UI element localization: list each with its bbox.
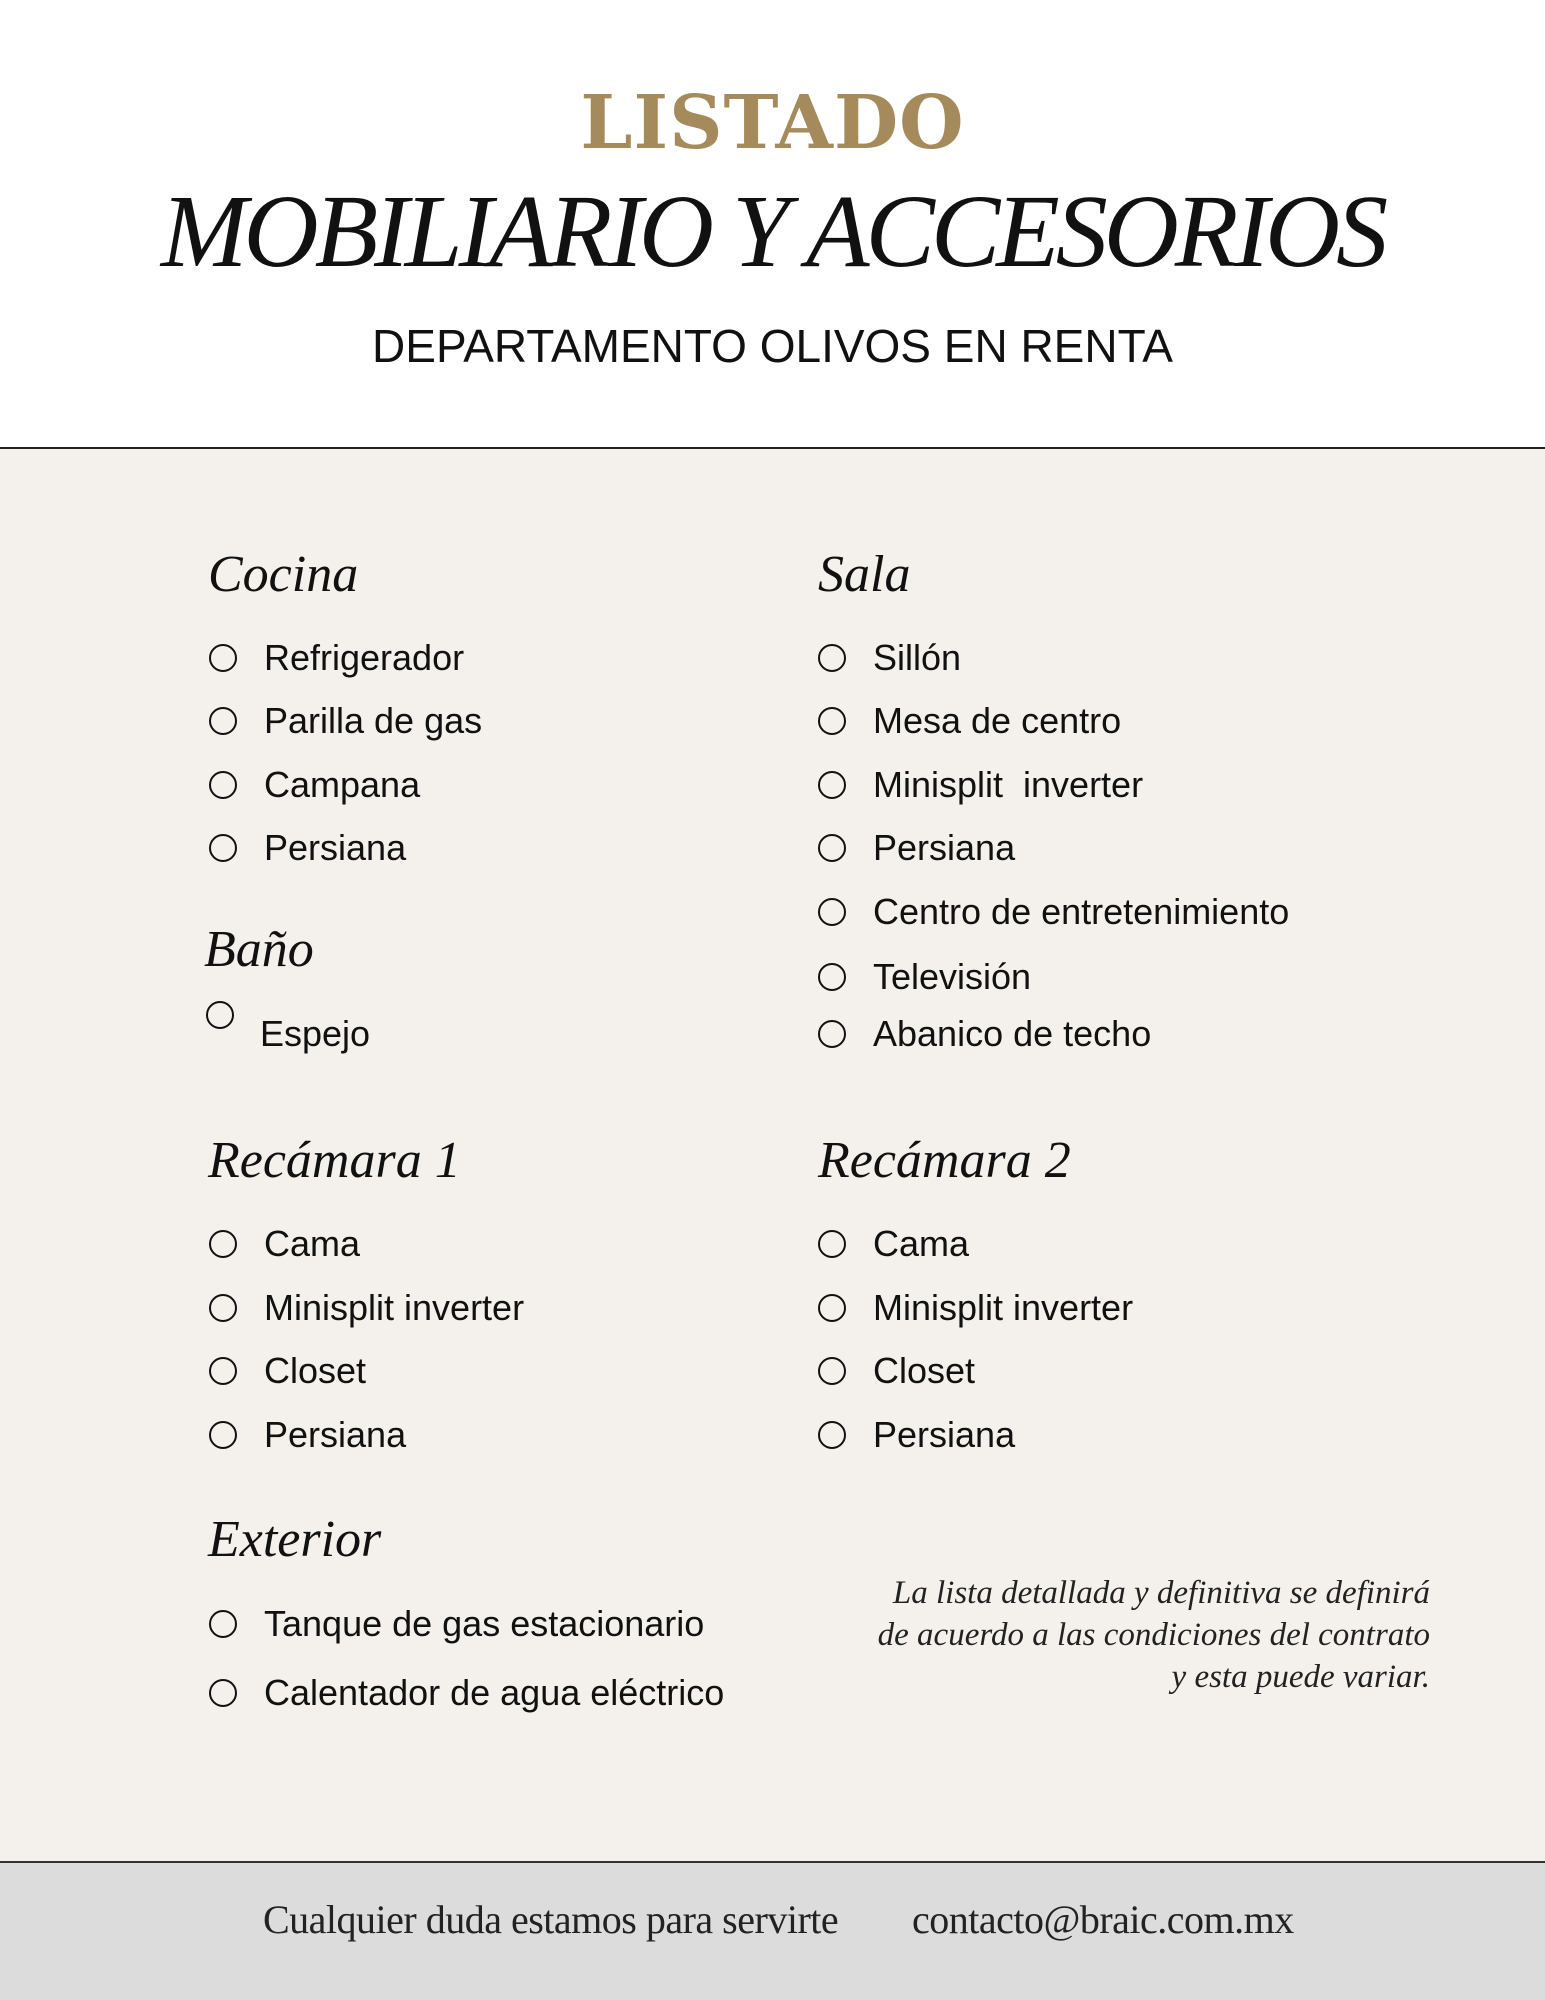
checkbox-circle-icon[interactable]: [209, 1357, 237, 1385]
item-label: Closet: [873, 1350, 976, 1391]
checklist-item[interactable]: [818, 1349, 975, 1393]
checklist-item[interactable]: [818, 1286, 1133, 1330]
checkbox-circle-icon[interactable]: [209, 707, 237, 735]
checklist-item[interactable]: [818, 826, 1015, 870]
checkbox-circle-icon[interactable]: [209, 834, 237, 862]
checkbox-circle-icon[interactable]: [209, 1294, 237, 1322]
page-subtitle: DEPARTAMENTO OLIVOS EN RENTA: [372, 320, 1173, 372]
item-label: Centro de entretenimiento: [873, 891, 1290, 932]
checkbox-circle-icon[interactable]: [209, 1679, 237, 1707]
checklist-item[interactable]: [818, 763, 1143, 807]
checkbox-circle-icon[interactable]: [818, 1357, 846, 1385]
checkbox-circle-icon[interactable]: [818, 898, 846, 926]
checkbox-circle-icon[interactable]: [818, 707, 846, 735]
checklist-item[interactable]: [209, 1671, 724, 1715]
item-label: Minisplit inverter: [873, 1287, 1134, 1328]
footer-message: Cualquier duda estamos para servirte: [263, 1897, 839, 1942]
item-label: Persiana: [873, 1414, 1016, 1455]
item-label: Persiana: [873, 827, 1016, 868]
checkbox-circle-icon[interactable]: [818, 834, 846, 862]
note-line: de acuerdo a las condiciones del contrato: [877, 1617, 1430, 1653]
page-title: MOBILIARIO Y ACCESORIOS: [160, 174, 1385, 289]
checkbox-circle-icon[interactable]: [209, 644, 237, 672]
checkbox-circle-icon[interactable]: [206, 1001, 234, 1029]
item-label: Closet: [264, 1350, 367, 1391]
checklist-item[interactable]: [818, 955, 1031, 999]
contact-email-link[interactable]: contacto@braic.com.mx: [912, 1897, 1294, 1942]
item-label: Persiana: [264, 827, 407, 868]
checkbox-circle-icon[interactable]: [818, 1020, 846, 1048]
checklist-item[interactable]: [818, 1413, 1015, 1457]
item-label: Minisplit inverter: [873, 764, 1144, 805]
item-label: Minisplit inverter: [264, 1287, 525, 1328]
checklist-item[interactable]: [209, 699, 482, 743]
section-heading-exterior: Exterior: [208, 1511, 382, 1568]
checklist-item[interactable]: [209, 826, 406, 870]
checklist-item[interactable]: [818, 1012, 1151, 1056]
note-line: La lista detallada y definitiva se definirá: [892, 1575, 1430, 1611]
section-heading-cocina: Cocina: [208, 546, 359, 603]
checklist-item[interactable]: [818, 699, 1121, 743]
checkbox-circle-icon[interactable]: [818, 963, 846, 991]
item-label: Cama: [873, 1223, 970, 1264]
checkbox-circle-icon[interactable]: [818, 1421, 846, 1449]
item-label: Espejo: [260, 1013, 371, 1054]
checkbox-circle-icon[interactable]: [209, 1421, 237, 1449]
checkbox-circle-icon[interactable]: [818, 771, 846, 799]
item-label: Sillón: [873, 637, 962, 678]
checklist-item[interactable]: [209, 1602, 704, 1646]
checkbox-circle-icon[interactable]: [209, 771, 237, 799]
item-label: Calentador de agua eléctrico: [264, 1672, 725, 1713]
checklist-item[interactable]: [818, 1222, 969, 1266]
section-heading-recamara-2: Recámara 2: [818, 1132, 1071, 1189]
checklist-item[interactable]: [818, 636, 961, 680]
section-heading-bano: Baño: [204, 921, 314, 978]
item-label: Cama: [264, 1223, 361, 1264]
item-label: Abanico de techo: [873, 1013, 1152, 1054]
disclaimer-note: [800, 1572, 1430, 1698]
checklist-item[interactable]: [209, 636, 464, 680]
checklist-item[interactable]: [209, 1413, 406, 1457]
item-label: Persiana: [264, 1414, 407, 1455]
section-heading-sala: Sala: [818, 546, 911, 603]
checklist-item[interactable]: [818, 890, 1289, 934]
checklist-item[interactable]: [209, 1222, 360, 1266]
item-label: Campana: [264, 764, 421, 805]
item-label: Televisión: [873, 956, 1032, 997]
checkbox-circle-icon[interactable]: [818, 1230, 846, 1258]
checklist-item[interactable]: [209, 1349, 366, 1393]
item-label: Mesa de centro: [873, 700, 1122, 741]
kicker-title: LISTADO: [580, 80, 965, 166]
section-heading-recamara-1: Recámara 1: [208, 1132, 461, 1189]
checkbox-circle-icon[interactable]: [209, 1230, 237, 1258]
item-label: Parilla de gas: [264, 700, 483, 741]
checklist-item[interactable]: [209, 763, 420, 807]
item-label: Tanque de gas estacionario: [264, 1603, 705, 1644]
note-line: y esta puede variar.: [1171, 1659, 1430, 1695]
checkbox-circle-icon[interactable]: [818, 644, 846, 672]
checkbox-circle-icon[interactable]: [818, 1294, 846, 1322]
item-label: Refrigerador: [264, 637, 465, 678]
checkbox-circle-icon[interactable]: [209, 1610, 237, 1638]
checklist-item[interactable]: [209, 1286, 524, 1330]
